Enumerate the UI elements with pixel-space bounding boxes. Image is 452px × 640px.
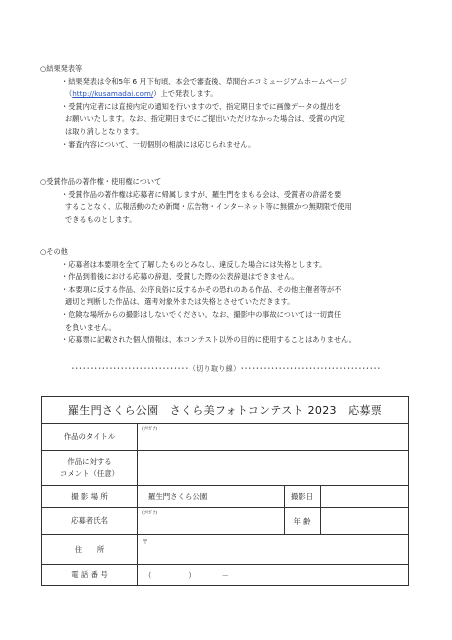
comment-label-line-2: コメント（任意）	[59, 469, 120, 478]
address-label: 住 所	[42, 535, 138, 564]
copyright-item-1-line-2: することなく、広報活動のため新聞・広告物・インターネット等に無償かつ無期限で使用	[65, 202, 352, 212]
name-furigana: (ﾌﾘｶﾞﾅ)	[142, 511, 158, 516]
name-label: 応募者氏名	[42, 508, 138, 534]
postal-mark: 〒	[142, 539, 149, 546]
location-value: 羅生門さくら公園	[148, 492, 208, 501]
results-heading: ○結果発表等	[40, 64, 83, 73]
title-furigana: (ﾌﾘｶﾞﾅ)	[142, 427, 158, 432]
results-item-2	[40, 101, 420, 139]
row-address	[42, 535, 408, 565]
homepage-link[interactable]: http://kusamadai.com/	[72, 89, 154, 99]
row-phone	[42, 565, 408, 585]
other-item-5-line-1: ・応募票に記載された個人情報は、本コンテスト以外の目的に使用することはありません。	[61, 335, 356, 345]
other-item-4	[40, 309, 420, 334]
copyright-heading: ○受賞作品の著作権・使用権について	[40, 177, 162, 186]
phone-field[interactable]	[138, 565, 408, 585]
phone-label: 電 話 番 号	[42, 565, 138, 585]
title-label: 作品のタイトル	[42, 424, 138, 450]
row-comment	[42, 451, 408, 486]
age-label	[284, 508, 320, 534]
phone-value: （ ） －	[144, 570, 229, 580]
link-suffix: ）上で発表します。	[153, 89, 218, 99]
copyright-item-1-line-3: できるものとします。	[65, 214, 137, 224]
link-prefix: （	[65, 89, 73, 99]
address-field[interactable]	[138, 535, 408, 564]
other-item-1	[40, 259, 420, 272]
other-item-5	[40, 334, 420, 347]
name-field[interactable]	[138, 508, 284, 534]
other-item-1-line-1: ・応募者は本要項を全て了解したものとみなし、違反した場合には失格とします。	[61, 259, 327, 269]
copyright-item-1	[40, 189, 420, 227]
cut-line: ･･･････････････････････････････（切り取り線）･････････････････････････････････････	[71, 364, 381, 373]
other-item-3	[40, 284, 420, 309]
row-title	[42, 424, 408, 451]
date-label	[284, 486, 320, 507]
comment-label-line-1: 作品に対する	[67, 457, 112, 466]
date-field[interactable]	[320, 486, 408, 507]
results-item-1	[40, 76, 420, 101]
other-item-2	[40, 271, 420, 284]
application-form	[41, 396, 409, 586]
other-item-3-line-2: 適切と判断した作品は、選考対象外または失格とさせていただきます。	[65, 297, 295, 307]
results-section	[40, 63, 420, 151]
results-item-2-line-1: ・受賞内定者には直接内定の通知を行いますので、指定期日までに画像データの提出を	[61, 101, 342, 111]
other-item-4-line-2: を負いません。	[65, 322, 116, 332]
location-label: 撮 影 場 所	[42, 486, 138, 507]
row-name	[42, 508, 408, 535]
comment-label	[42, 451, 138, 485]
results-item-3	[40, 139, 420, 152]
row-location	[42, 486, 408, 508]
results-item-1-link-line	[65, 88, 420, 101]
comment-field[interactable]	[138, 451, 408, 485]
other-item-2-line-1: ・作品到着後における応募の辞退、受賞した際の公表辞退はできません。	[61, 272, 299, 282]
results-item-1-line: ・結果発表は令和5年 6 月下旬頃、本会で審査後、草間台エコミュージアムホームページ	[61, 76, 347, 86]
location-field[interactable]	[138, 486, 284, 507]
other-item-4-line-1: ・危険な場所からの撮影はしないでください。なお、撮影中の事故については一切責任	[61, 309, 342, 319]
results-item-2-line-3: は取り消しとなります。	[65, 126, 144, 136]
results-item-3-line-1: ・審査内容について、一切個別の相談には応じられません。	[61, 139, 256, 149]
other-section	[40, 246, 420, 347]
results-item-2-line-2: お願いいたします。なお、指定期日までにご提出いただけなかった場合は、受賞の内定	[65, 114, 345, 124]
other-heading: ○その他	[40, 247, 68, 256]
copyright-section	[40, 176, 420, 226]
other-item-3-line-1: ・本要項に反する作品、公序良俗に反するかその恐れのある作品、その他主催者等が不	[61, 284, 342, 294]
copyright-item-1-line-1: ・受賞作品の著作権は応募者に帰属しますが、羅生門をまもる会は、受賞者の許諾を要	[61, 189, 342, 199]
title-field[interactable]	[138, 424, 408, 450]
age-field[interactable]	[320, 508, 408, 534]
date-label-text: 撮影日	[290, 492, 314, 501]
age-label-text: 年 齢	[293, 516, 311, 526]
form-title: 羅生門さくら公園 さくら美フォトコンテスト 2023 応募票	[42, 397, 408, 424]
